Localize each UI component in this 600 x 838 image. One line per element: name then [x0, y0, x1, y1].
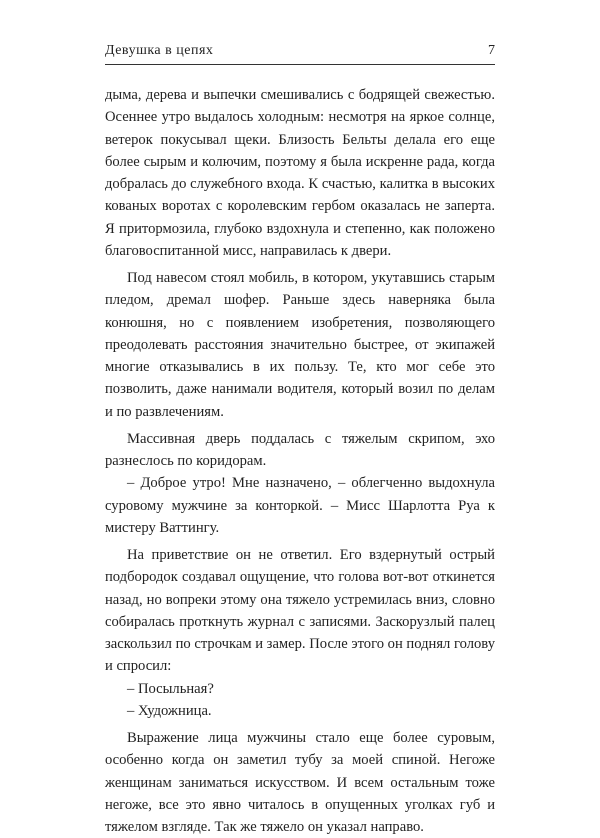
paragraph: – Художница.	[127, 702, 212, 719]
paragraph: Массивная дверь поддалась с тяжелым скрипом, эхо разнеслось по коридорам.	[105, 430, 495, 469]
running-title: Девушка в цепях	[105, 43, 214, 58]
paragraph: – Доброе утро! Мне назначено, – облегченно выдохнула суровому мужчине за конторкой. – Мисс Шарлотта Руа к мистеру Ваттингу.	[105, 475, 495, 536]
body-text	[105, 84, 495, 838]
paragraph: Выражение лица мужчины стало еще более суровым, особенно когда он заметил тубу за моей спиной. Негоже женщинам заниматься искусством. И всем остальным тоже негоже, все это явно читалось в опущенных уголках губ и тяжелом взгляде. Так же тяжело он указал направо.	[105, 730, 495, 835]
paragraph: дыма, дерева и выпечки смешивались с бодрящей свежестью. Осеннее утро выдалось холодным: несмотря на яркое солнце, ветерок покусывал щеки. Близость Бельты делала его еще более сырым и колючим, поэтому я была искренне рада, когда добралась до служебного входа. К счастью, калитка в высоких кованых воротах с королевским гербом оказалась не заперта. Я притормозила, глубоко вздохнула и степенно, как положено благовоспитанной мисс, направилась к двери.	[105, 87, 495, 259]
paragraph: – Посыльная?	[127, 680, 214, 697]
paragraph: Под навесом стоял мобиль, в котором, укутавшись старым пледом, дремал шофер. Раньше здесь наверняка была конюшня, но с появлением изобретения, позволяющего преодолевать расстояния значительно быстрее, от экипажей многие отказывались в их пользу. Те, кто мог себе это позволить, даже нанимали водителя, который возил по делам и по развлечениям.	[105, 270, 495, 420]
page-number: 7	[488, 43, 495, 58]
running-header	[105, 42, 495, 65]
paragraph: На приветствие он не ответил. Его вздернутый острый подбородок создавал ощущение, что голова вот-вот откинется назад, но вопреки этому она тяжело устремилась вниз, словно собиралась проткнуть журнал с записями. Заскорузлый палец заскользил по строчкам и замер. После этого он поднял голову и спросил:	[105, 547, 495, 675]
